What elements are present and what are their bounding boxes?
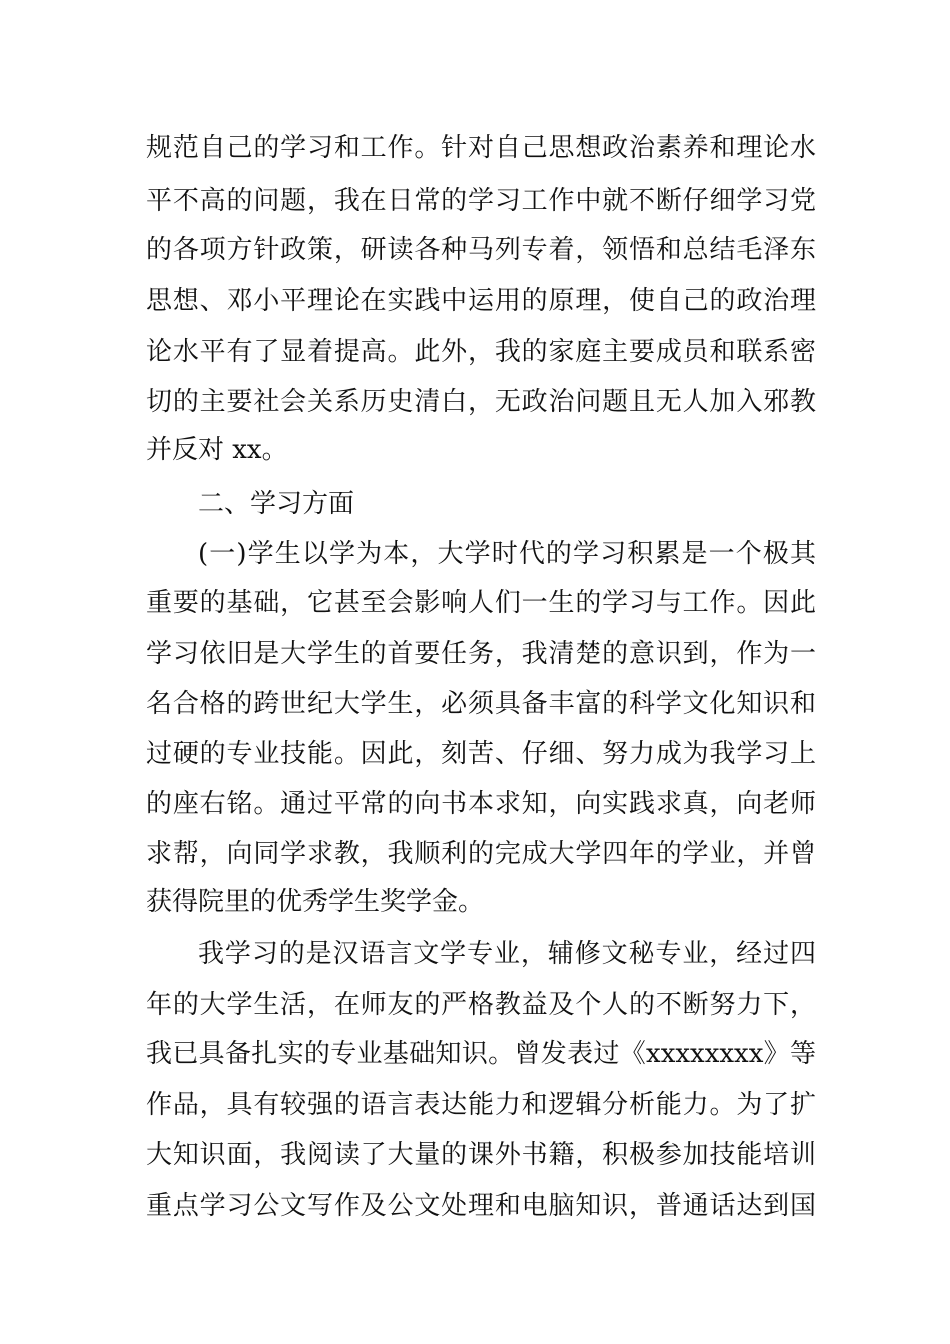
paragraph-line: 切的主要社会关系历史清白，无政治问题且无人加入邪教 [146,387,816,417]
paragraph-line: 名合格的跨世纪大学生，必须具备丰富的科学文化知识和 [146,689,816,719]
paragraph-line: 思想、邓小平理论在实践中运用的原理，使自己的政治理 [146,286,816,316]
paragraph-line: 我学习的是汉语言文学专业，辅修文秘专业，经过四 [198,939,816,969]
paragraph-line: 重要的基础，它甚至会影响人们一生的学习与工作。因此 [146,588,816,618]
paragraph-line: 学习依旧是大学生的首要任务，我清楚的意识到，作为一 [146,639,816,669]
paragraph-line: 的各项方针政策，研读各种马列专着，领悟和总结毛泽东 [146,235,816,265]
paragraph-line: (一)学生以学为本，大学时代的学习积累是一个极其 [198,539,816,569]
paragraph-line: 论水平有了显着提高。此外，我的家庭主要成员和联系密 [146,337,816,367]
paragraph-line: 规范自己的学习和工作。针对自己思想政治素养和理论水 [146,133,816,163]
paragraph-line: 平不高的问题，我在日常的学习工作中就不断仔细学习党 [146,186,816,216]
paragraph-line: 作品，具有较强的语言表达能力和逻辑分析能力。为了扩 [146,1090,816,1120]
paragraph-line: 年的大学生活，在师友的严格教益及个人的不断努力下， [146,990,816,1020]
paragraph-line: 过硬的专业技能。因此，刻苦、仔细、努力成为我学习上 [146,739,816,769]
paragraph-line: 大知识面，我阅读了大量的课外书籍，积极参加技能培训 [146,1140,816,1170]
paragraph-line: 的座右铭。通过平常的向书本求知，向实践求真，向老师 [146,789,816,819]
paragraph-line: 获得院里的优秀学生奖学金。 [146,887,485,917]
paragraph-line: 我已具备扎实的专业基础知识。曾发表过《xxxxxxxx》等 [146,1039,816,1069]
paragraph-line: 重点学习公文写作及公文处理和电脑知识，普通话达到国 [146,1191,816,1221]
section-heading: 二、学习方面 [198,489,355,519]
paragraph-line: 求帮，向同学求教，我顺利的完成大学四年的学业，并曾 [146,839,816,869]
paragraph-line: 并反对 xx。 [146,435,288,465]
